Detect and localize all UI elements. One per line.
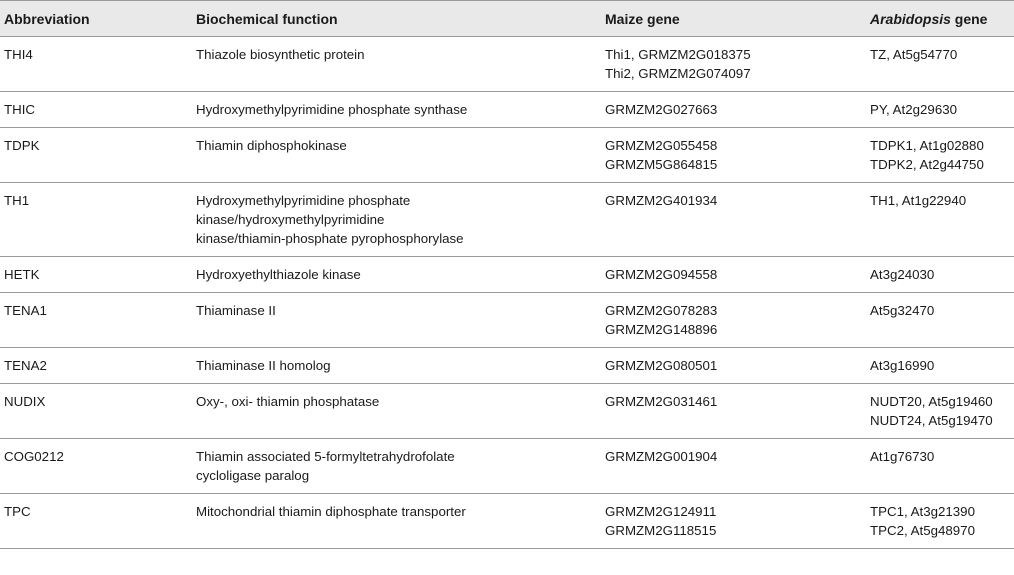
arabidopsis-gene-cell [866,384,1014,439]
arabidopsis-gene-cell-line: NUDT20, At5g19460 [870,394,993,409]
function-cell [192,439,601,494]
function-cell [192,128,601,183]
abbreviation-cell: TENA2 [0,348,192,384]
table-row [0,348,1014,384]
function-cell [192,348,601,384]
maize-gene-cell-line: GRMZM2G401934 [605,193,718,208]
function-cell-line: Hydroxymethylpyrimidine phosphate [196,193,411,208]
maize-gene-cell-line: Thi1, GRMZM2G018375 [605,47,751,62]
arabidopsis-gene-cell-line: TPC1, At3g21390 [870,504,975,519]
maize-gene-cell [601,494,866,549]
maize-gene-cell-line: GRMZM2G055458 [605,138,718,153]
abbreviation-cell: HETK [0,257,192,293]
abbreviation-cell: TDPK [0,128,192,183]
arabidopsis-gene-cell [866,439,1014,494]
abbreviation-cell: THI4 [0,37,192,92]
maize-gene-cell-line: GRMZM2G027663 [605,102,718,117]
arabidopsis-gene-cell [866,257,1014,293]
maize-gene-cell-line: GRMZM2G148896 [605,322,718,337]
header-arabidopsis-species: Arabidopsis [870,11,951,27]
abbreviation-cell: NUDIX [0,384,192,439]
function-cell [192,92,601,128]
table-row [0,128,1014,183]
maize-gene-cell-line: GRMZM2G118515 [605,523,717,538]
abbreviation-cell: TPC [0,494,192,549]
header-arabidopsis-suffix: gene [950,11,988,27]
function-cell-line: Thiazole biosynthetic protein [196,47,365,62]
function-cell [192,384,601,439]
abbreviation-cell: THIC [0,92,192,128]
header-arabidopsis-gene [866,1,1014,37]
table-row [0,92,1014,128]
table-body [0,37,1014,549]
header-abbreviation: Abbreviation [0,1,192,37]
maize-gene-cell-line: GRMZM2G124911 [605,504,717,519]
table-header [0,1,1014,37]
table-row [0,293,1014,348]
table-row [0,183,1014,257]
maize-gene-cell [601,92,866,128]
maize-gene-cell [601,293,866,348]
maize-gene-cell [601,384,866,439]
arabidopsis-gene-cell-line: PY, At2g29630 [870,102,958,117]
maize-gene-cell-line: GRMZM2G094558 [605,267,718,282]
maize-gene-cell [601,183,866,257]
arabidopsis-gene-cell-line: TDPK2, At2g44750 [870,157,984,172]
arabidopsis-gene-cell [866,92,1014,128]
arabidopsis-gene-cell-line: At3g24030 [870,267,935,282]
maize-gene-cell [601,348,866,384]
arabidopsis-gene-cell [866,183,1014,257]
arabidopsis-gene-cell-line: TPC2, At5g48970 [870,523,975,538]
function-cell [192,183,601,257]
maize-gene-cell-line: GRMZM2G080501 [605,358,718,373]
maize-gene-cell [601,128,866,183]
header-biochemical-function: Biochemical function [192,1,601,37]
header-row [0,1,1014,37]
function-cell-line: Thiamin diphosphokinase [196,138,347,153]
maize-gene-cell-line: GRMZM2G031461 [605,394,718,409]
maize-gene-cell-line: GRMZM2G001904 [605,449,718,464]
arabidopsis-gene-cell [866,37,1014,92]
maize-gene-cell [601,439,866,494]
function-cell-line: cycloligase paralog [196,468,310,483]
table-row [0,494,1014,549]
function-cell [192,37,601,92]
arabidopsis-gene-cell [866,348,1014,384]
abbreviation-cell: TH1 [0,183,192,257]
arabidopsis-gene-cell [866,293,1014,348]
arabidopsis-gene-cell-line: At5g32470 [870,303,935,318]
function-cell-line: kinase/thiamin-phosphate pyrophosphorylase [196,231,464,246]
header-maize-gene: Maize gene [601,1,866,37]
table-row [0,384,1014,439]
arabidopsis-gene-cell-line: NUDT24, At5g19470 [870,413,993,428]
maize-gene-cell [601,257,866,293]
abbreviation-cell: TENA1 [0,293,192,348]
arabidopsis-gene-cell-line: TDPK1, At1g02880 [870,138,984,153]
function-cell-line: Thiamin associated 5-formyltetrahydrofolate [196,449,455,464]
maize-gene-cell-line: GRMZM5G864815 [605,157,718,172]
function-cell-line: Thiaminase II homolog [196,358,331,373]
arabidopsis-gene-cell-line: TH1, At1g22940 [870,193,967,208]
arabidopsis-gene-cell-line: At3g16990 [870,358,935,373]
maize-gene-cell-line: GRMZM2G078283 [605,303,718,318]
function-cell-line: Thiaminase II [196,303,276,318]
function-cell-line: Hydroxyethylthiazole kinase [196,267,361,282]
abbreviation-cell: COG0212 [0,439,192,494]
table-row [0,37,1014,92]
function-cell-line: Mitochondrial thiamin diphosphate transporter [196,504,466,519]
table-row [0,257,1014,293]
function-cell [192,494,601,549]
arabidopsis-gene-cell [866,128,1014,183]
function-cell [192,257,601,293]
maize-gene-cell [601,37,866,92]
table-row [0,439,1014,494]
function-cell-line: kinase/hydroxymethylpyrimidine [196,212,385,227]
function-cell [192,293,601,348]
arabidopsis-gene-cell [866,494,1014,549]
maize-gene-cell-line: Thi2, GRMZM2G074097 [605,66,751,81]
function-cell-line: Hydroxymethylpyrimidine phosphate synthase [196,102,468,117]
arabidopsis-gene-cell-line: TZ, At5g54770 [870,47,958,62]
arabidopsis-gene-cell-line: At1g76730 [870,449,935,464]
function-cell-line: Oxy-, oxi- thiamin phosphatase [196,394,380,409]
